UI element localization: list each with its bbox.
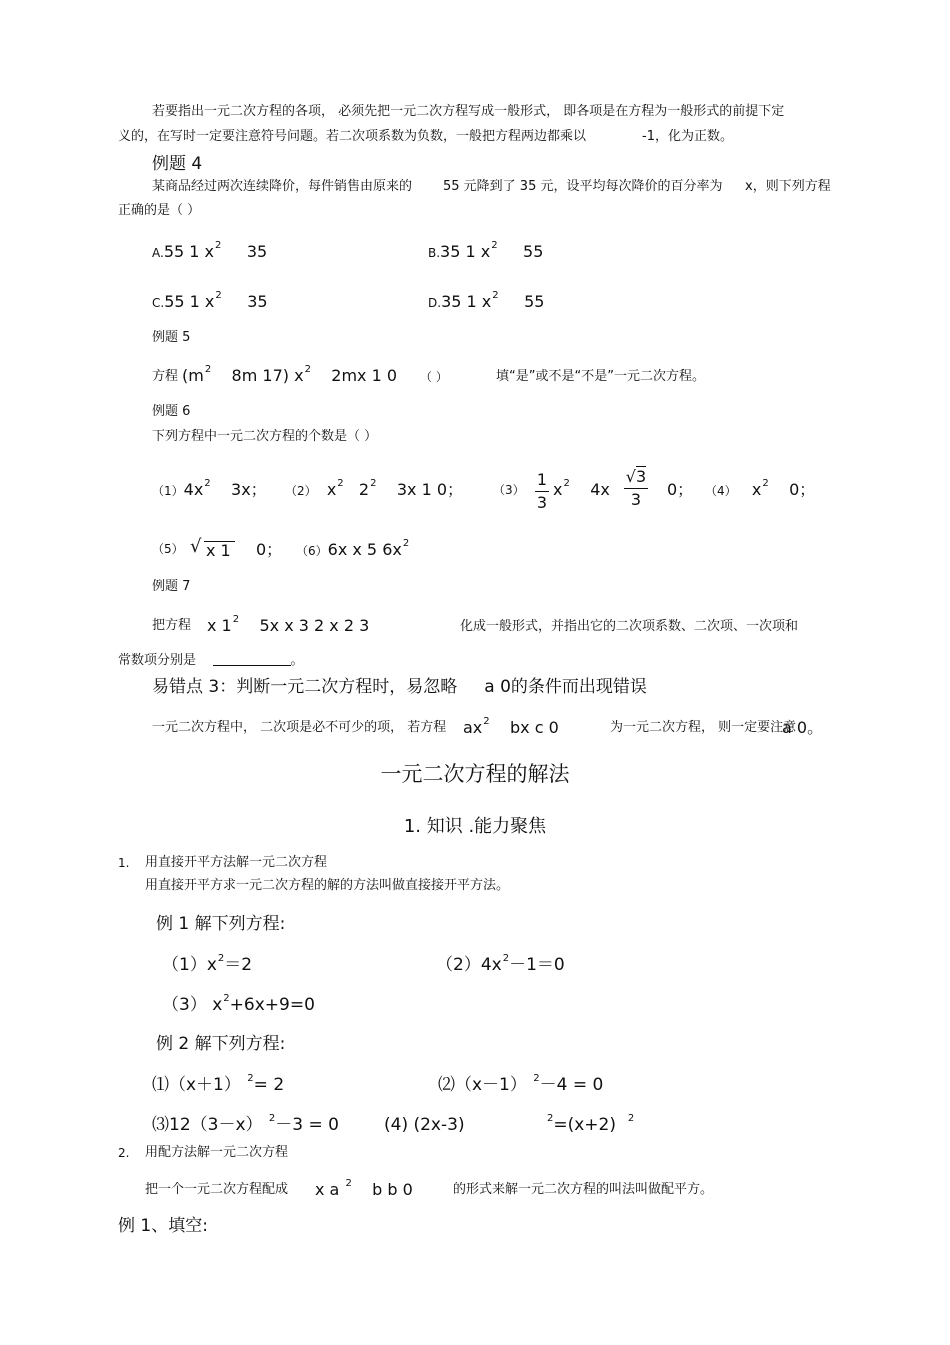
m1-ex2-problem-3-expr: ⑶12（3－x） xyxy=(152,1115,263,1135)
option-c-label: C. xyxy=(152,296,165,310)
item-3-numerator: 1 xyxy=(536,470,548,489)
intro-line-2: 义的，在写时一定要注意符号问题。若二次项系数为负数，一般把方程两边都乘以 xyxy=(118,129,587,144)
m1-ex2-problem-3-rest: －3 = 0 xyxy=(275,1115,339,1135)
m1-problem-1 xyxy=(162,953,253,975)
m2-eq-part-2: b b 0 xyxy=(372,1180,413,1199)
section-title: 一元二次方程的解法 xyxy=(380,762,570,786)
method-2-title: 用配方法解一元二次方程 xyxy=(145,1145,289,1160)
option-c-exponent: 2 xyxy=(215,290,222,301)
answer-blank[interactable] xyxy=(213,665,291,666)
item-6-label: （6） xyxy=(296,544,328,558)
m1-ex2-problem-3-exp: 2 xyxy=(268,1113,276,1124)
m1-ex2-problem-2-expr: ⑵（x－1） xyxy=(438,1075,527,1095)
item-4-rest: 0； xyxy=(789,480,816,499)
m1-problem-1-expr: （1）x xyxy=(162,955,217,975)
eq7-part-2: 5x x 3 2 x 2 3 xyxy=(259,616,370,635)
m2-eq-part-1: x a xyxy=(315,1180,340,1199)
pitfall-equation xyxy=(463,716,559,737)
m1-problem-3-rest: +6x+9=0 xyxy=(229,995,315,1015)
option-a-exponent: 2 xyxy=(215,240,222,251)
item-3-root-denominator: 3 xyxy=(630,490,642,509)
example-4-question: 某商品经过两次连续降价，每件销售由原来的 xyxy=(152,179,413,194)
m1-ex2-problem-4: (4) (2x-3) xyxy=(384,1115,465,1135)
option-b-expr: 35 1 x xyxy=(440,242,491,261)
m1-example-2-title: 例 2 解下列方程: xyxy=(156,1034,286,1054)
option-a-expr: 55 1 x xyxy=(163,242,214,261)
m1-problem-3-expr: （3） x xyxy=(162,995,223,1015)
example-7-line-2-end: 。 xyxy=(290,653,304,668)
option-b-label: B. xyxy=(428,246,441,260)
item-2-mid-exp: 2 xyxy=(370,478,377,489)
m1-ex2-problem-4-exp-2: 2 xyxy=(627,1113,635,1124)
m1-ex2-problem-2-rest: －4 = 0 xyxy=(539,1075,604,1095)
pitfall-eq-ax: ax xyxy=(463,718,483,737)
option-d xyxy=(428,290,545,311)
option-d-label: D. xyxy=(428,296,442,310)
item-5-label: （5） xyxy=(152,542,184,556)
m1-problem-2 xyxy=(436,953,565,975)
eq7-exp: 2 xyxy=(232,614,240,625)
intro-line-2-end: -1，化为正数。 xyxy=(642,129,733,144)
item-3-fraction xyxy=(535,472,549,511)
method-1-number: 1. xyxy=(118,856,130,870)
method-1-title: 用直接开平方法解一元二次方程 xyxy=(145,855,328,870)
item-3-label: （3） xyxy=(493,483,525,497)
option-a xyxy=(152,240,268,261)
pitfall-eq-rest: bx c 0 xyxy=(510,718,559,737)
example-7-prefix: 把方程 xyxy=(152,618,192,633)
item-2 xyxy=(285,478,464,499)
eq7-part-1: x 1 xyxy=(207,616,232,635)
item-1 xyxy=(152,478,267,499)
pitfall-title-text: 易错点 3：判断一元二次方程时，易忽略 xyxy=(152,677,458,697)
eq-part-1: (m xyxy=(182,366,204,385)
example-5-suffix: 填“是”或不是“不是”一元二次方程。 xyxy=(496,369,705,384)
example-5-title: 例题 5 xyxy=(152,330,191,345)
item-5-rest: 0； xyxy=(256,540,283,559)
option-c-expr: 55 1 x xyxy=(164,292,215,311)
pitfall-condition: a 0 xyxy=(484,677,511,697)
example-5-prefix: 方程 xyxy=(152,369,179,384)
eq-part-2: 8m 17) x xyxy=(231,366,304,385)
m1-ex2-problem-2 xyxy=(438,1073,604,1095)
m1-ex2-problem-1-rest: = 2 xyxy=(253,1075,285,1095)
m1-ex2-problem-3 xyxy=(152,1113,339,1135)
m1-problem-2-exp: 2 xyxy=(502,953,510,964)
option-c-rhs: 35 xyxy=(247,292,268,311)
example-7-line-2-text: 常数项分别是 xyxy=(118,653,197,668)
m1-problem-3 xyxy=(162,993,315,1015)
method-2-number: 2. xyxy=(118,1146,130,1160)
example-4-question-b: 55 元降到了 35 元，设平均每次降价的百分率为 xyxy=(443,179,723,194)
m1-ex2-problem-2-exp: 2 xyxy=(533,1073,540,1084)
item-2-exp: 2 xyxy=(337,478,344,489)
item-3-exp: 2 xyxy=(563,478,570,489)
item-3-expr xyxy=(553,478,610,499)
item-1-rest: 3x； xyxy=(231,480,267,499)
item-1-expr: 4x xyxy=(183,480,204,499)
item-6-expr: 6x x 5 6x xyxy=(327,540,402,559)
m2-example-1: 例 1、填空: xyxy=(118,1216,208,1236)
item-3-denominator: 3 xyxy=(536,493,548,512)
example-6-title: 例题 6 xyxy=(152,404,191,419)
pitfall-condition-2: a 0。 xyxy=(782,718,824,737)
pitfall-title xyxy=(152,679,647,696)
eq-exp-1: 2 xyxy=(204,364,212,375)
m1-ex2-problem-4-rest: =(x+2) xyxy=(553,1115,617,1135)
example-5-equation xyxy=(182,364,398,385)
m1-ex2-problem-1 xyxy=(152,1073,285,1095)
item-1-exp: 2 xyxy=(204,478,211,489)
item-2-rest: 3x 1 0； xyxy=(396,480,464,499)
m1-problem-1-rest: ＝2 xyxy=(224,955,253,975)
m1-example-1-title: 例 1 解下列方程: xyxy=(156,914,286,934)
m1-ex2-problem-4-exp: 2 xyxy=(547,1113,554,1124)
option-a-label: A. xyxy=(152,246,164,260)
pitfall-title-end: 的条件而出现错误 xyxy=(510,677,647,697)
item-3-mid: 4x xyxy=(590,480,610,499)
item-4-label: （4） xyxy=(705,484,737,498)
item-4-exp: 2 xyxy=(762,478,769,489)
item-3-x: x xyxy=(553,480,563,499)
option-c xyxy=(152,290,268,311)
option-b-rhs: 55 xyxy=(523,242,544,261)
item-2-mid: 2 xyxy=(358,480,370,499)
m1-ex2-problem-1-exp: 2 xyxy=(247,1073,254,1084)
pitfall-text: 一元二次方程中， 二次项是必不可少的项， 若方程 xyxy=(152,720,447,735)
option-a-rhs: 35 xyxy=(246,242,268,261)
m1-problem-2-rest: －1＝0 xyxy=(509,955,565,975)
item-1-label: （1） xyxy=(152,484,184,498)
m1-problem-3-exp: 2 xyxy=(223,993,230,1004)
item-5-radicand: x 1 xyxy=(204,541,235,559)
eq-part-3: 2mx 1 0 xyxy=(331,366,398,385)
method-2-prefix: 把一个一元二次方程配成 xyxy=(145,1182,289,1197)
example-7-line-2 xyxy=(118,654,304,667)
method-2-equation xyxy=(315,1178,413,1199)
m2-eq-exp: 2 xyxy=(345,1178,352,1189)
example-7-equation xyxy=(207,614,370,635)
item-5-radical-icon: √ xyxy=(190,536,202,557)
intro-line-1: 若要指出一元二次方程的各项， 必须先把一元二次方程写成一般形式， 即各项是在方程为一般形式的前提下定 xyxy=(152,104,785,119)
pitfall-eq-exp: 2 xyxy=(483,716,490,727)
option-d-exponent: 2 xyxy=(492,290,499,301)
method-1-description: 用直接开平方求一元二次方程的解的方法叫做直接接开平方法。 xyxy=(145,878,510,893)
option-d-rhs: 55 xyxy=(524,292,545,311)
example-5-paren: （ ） xyxy=(420,370,448,384)
example-4-title: 例题 4 xyxy=(152,154,203,174)
option-b xyxy=(428,240,544,261)
example-6-question: 下列方程中一元二次方程的个数是（ ） xyxy=(152,429,378,444)
item-2-label: （2） xyxy=(285,484,317,498)
example-4-question-c: x，则下列方程 xyxy=(745,179,831,194)
option-d-expr: 35 1 x xyxy=(441,292,492,311)
item-3-root-numerator: √3 xyxy=(625,467,647,486)
item-4-expr: x xyxy=(751,480,762,499)
item-2-expr: x xyxy=(326,480,337,499)
example-7-title: 例题 7 xyxy=(152,579,191,594)
section-subtitle: 1. 知识 .能力聚焦 xyxy=(403,816,547,837)
example-7-suffix: 化成一般形式，并指出它的二次项系数、二次项、一次项和 xyxy=(460,619,799,634)
m1-problem-2-expr: （2）4x xyxy=(436,955,502,975)
m1-problem-1-exp: 2 xyxy=(217,953,225,964)
pitfall-text-2: 为一元二次方程， 则一定要注意 xyxy=(610,720,797,735)
m1-ex2-problem-4-rhs xyxy=(546,1113,635,1135)
option-b-exponent: 2 xyxy=(491,240,498,251)
item-6-exp: 2 xyxy=(402,538,410,549)
m1-ex2-problem-1-expr: ⑴（x＋1） xyxy=(152,1075,241,1095)
item-3-rest: 0； xyxy=(667,480,694,499)
example-4-question-2: 正确的是（ ） xyxy=(118,203,201,218)
eq-exp-2: 2 xyxy=(304,364,311,375)
item-4 xyxy=(705,478,816,499)
item-3-root-fraction xyxy=(624,469,648,508)
method-2-suffix: 的形式来解一元二次方程的叫法叫做配平方。 xyxy=(453,1182,714,1197)
item-6 xyxy=(296,538,410,559)
